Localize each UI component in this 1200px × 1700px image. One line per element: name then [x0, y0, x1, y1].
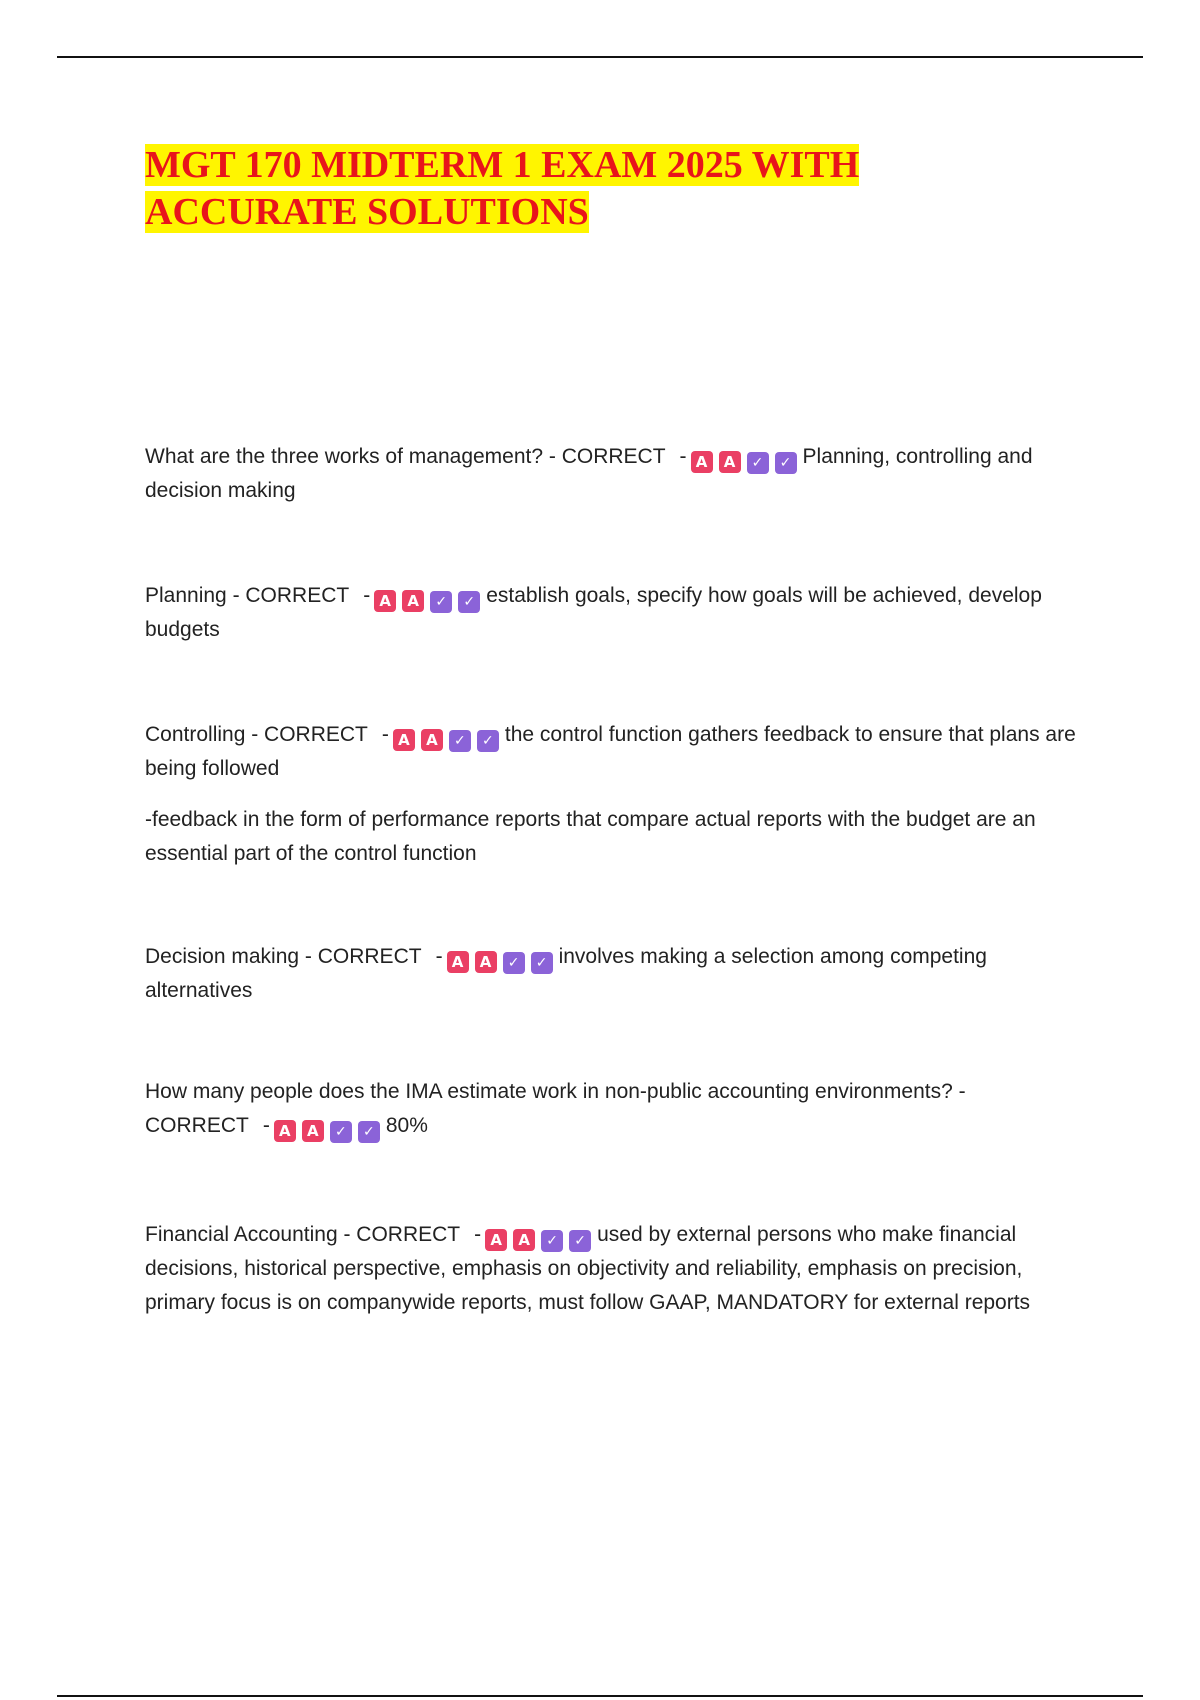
letter-a-icon	[447, 951, 469, 973]
qa-item-2	[145, 579, 1085, 647]
checkbox-icon	[531, 952, 553, 974]
separator: -	[679, 445, 687, 468]
qa-item-6	[145, 1218, 1085, 1320]
letter-a-icon	[421, 729, 443, 751]
letter-a-icon	[691, 451, 713, 473]
checkbox-icon	[503, 952, 525, 974]
top-rule	[57, 56, 1143, 58]
checkbox-icon	[569, 1230, 591, 1252]
separator: -	[262, 1114, 270, 1137]
letter-a-icon	[402, 590, 424, 612]
document-title	[145, 142, 945, 236]
checkbox-icon	[458, 591, 480, 613]
separator: -	[363, 584, 371, 607]
question-text: What are the three works of management? - CORRECT	[145, 445, 666, 468]
checkbox-icon	[477, 730, 499, 752]
question-text: How many people does the IMA estimate work in non-public accounting environments? - CORRECT	[145, 1080, 966, 1137]
answer-text: used by external persons who make financial decisions, historical perspective, emphasis on objectivity and reliability, emphasis on precision, primary focus is on companywide reports, must follow GAAP, MANDATORY for external reports	[145, 1223, 1031, 1314]
letter-a-icon	[719, 451, 741, 473]
letter-a-icon	[302, 1120, 324, 1142]
checkbox-icon	[449, 730, 471, 752]
letter-a-icon	[475, 951, 497, 973]
checkbox-icon	[330, 1121, 352, 1143]
qa-item-5	[145, 1075, 1085, 1143]
checkbox-icon	[430, 591, 452, 613]
qa-item-4	[145, 940, 1085, 1008]
letter-a-icon	[485, 1229, 507, 1251]
title-line-1: MGT 170 MIDTERM 1 EXAM 2025 WITH	[145, 144, 860, 186]
checkbox-icon	[358, 1121, 380, 1143]
separator: -	[474, 1223, 482, 1246]
letter-a-icon	[374, 590, 396, 612]
answer-text: the control function gathers feedback to ensure that plans are being followed	[145, 723, 1076, 780]
answer-text: involves making a selection among competing alternatives	[145, 945, 987, 1002]
question-text: Planning - CORRECT	[145, 584, 350, 607]
checkbox-icon	[775, 452, 797, 474]
title-line-2: ACCURATE SOLUTIONS	[145, 191, 589, 233]
bottom-rule	[57, 1695, 1143, 1697]
letter-a-icon	[393, 729, 415, 751]
question-text: Decision making - CORRECT	[145, 945, 422, 968]
separator: -	[435, 945, 443, 968]
letter-a-icon	[274, 1120, 296, 1142]
answer-text: establish goals, specify how goals will be achieved, develop budgets	[145, 584, 1042, 641]
answer-text: Planning, controlling and decision making	[145, 445, 1033, 502]
letter-a-icon	[513, 1229, 535, 1251]
qa-item-3	[145, 718, 1085, 786]
checkbox-icon	[747, 452, 769, 474]
separator: -	[381, 723, 389, 746]
question-text: Financial Accounting - CORRECT	[145, 1223, 461, 1246]
question-text: Controlling - CORRECT	[145, 723, 368, 746]
answer-text: 80%	[385, 1114, 428, 1137]
qa-item-3-extra: -feedback in the form of performance reports that compare actual reports with the budget are an essential part of the control function	[145, 808, 1036, 865]
qa-item-1	[145, 440, 1085, 508]
checkbox-icon	[541, 1230, 563, 1252]
